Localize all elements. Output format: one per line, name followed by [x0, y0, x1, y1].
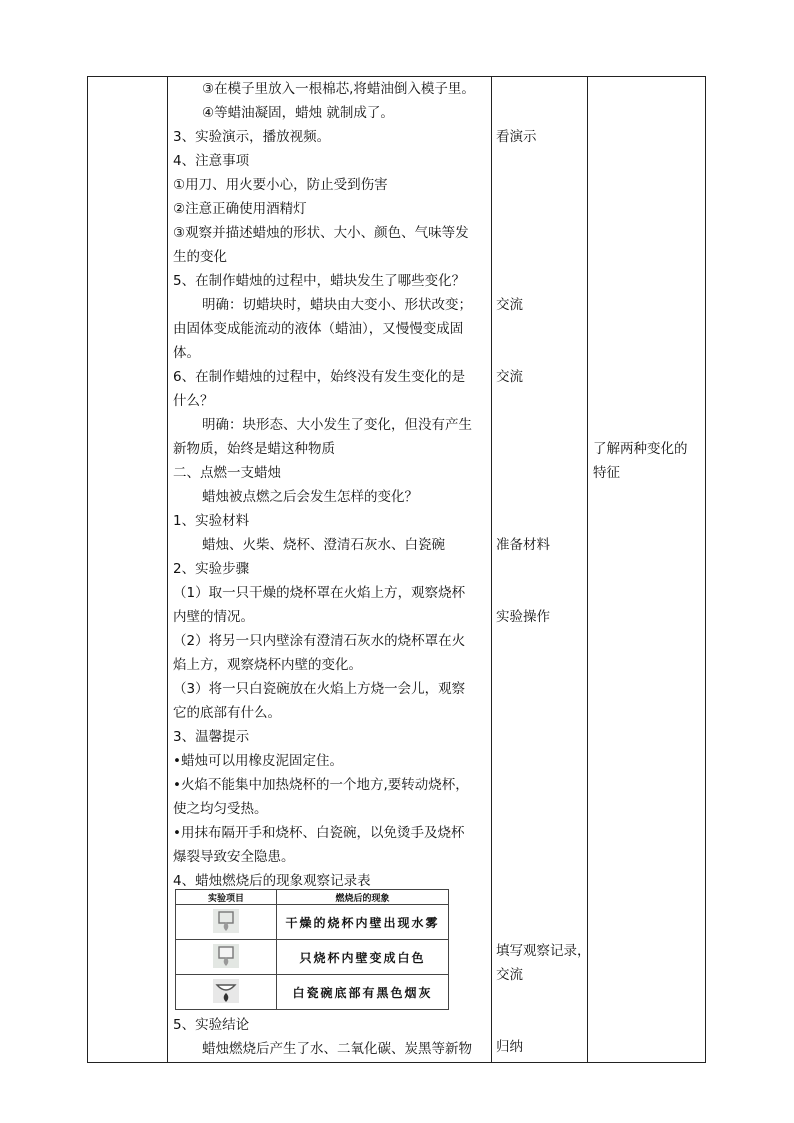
porcelain-bowl-over-flame-icon — [211, 977, 241, 1005]
content-line: 蜡烛、火柴、烧杯、澄清石灰水、白瓷碗 — [202, 537, 445, 553]
content-line: 内壁的情况。 — [173, 609, 254, 625]
content-line: 4、注意事项 — [173, 153, 250, 169]
content-line: 蜡烛被点燃之后会发生怎样的变化？ — [202, 489, 418, 505]
content-line: ③在模子里放入一根棉芯,将蜡油倒入模子里。 — [202, 81, 475, 97]
content-line: 5、在制作蜡烛的过程中，蜡块发生了哪些变化？ — [173, 273, 466, 289]
content-line: 由固体变成能流动的液体（蜡油），又慢慢变成固 — [173, 321, 464, 337]
student-activity: 实验操作 — [496, 609, 550, 625]
content-line: 2、实验步骤 — [173, 561, 250, 577]
content-line: 它的底部有什么。 — [173, 705, 281, 721]
table-header: 燃烧后的现象 — [277, 890, 449, 905]
limewater-beaker-over-flame-icon — [211, 942, 241, 970]
content-line: ②注意正确使用酒精灯 — [173, 201, 307, 217]
content-line: 体。 — [173, 345, 200, 361]
content-line: 什么？ — [173, 393, 214, 409]
observation-record-table — [175, 889, 449, 1010]
student-activity: 交流 — [496, 369, 523, 385]
content-line: 焰上方，观察烧杯内壁的变化。 — [173, 657, 362, 673]
content-line: 3、实验演示，播放视频。 — [173, 129, 331, 145]
student-activity: 填写观察记录， — [496, 943, 591, 959]
content-line: •蜡烛可以用橡皮泥固定住。 — [173, 753, 343, 769]
content-line: 明确：块形态、大小发生了变化，但没有产生 — [202, 417, 472, 433]
column-divider — [587, 77, 588, 1062]
column-divider — [491, 77, 492, 1062]
content-line: 6、在制作蜡烛的过程中，始终没有发生变化的是 — [173, 369, 466, 385]
lesson-plan-table — [87, 76, 706, 1063]
student-activity: 准备材料 — [496, 537, 550, 553]
content-line: 爆裂导致安全隐患。 — [173, 849, 295, 865]
table-header: 实验项目 — [176, 890, 277, 905]
design-purpose: 特征 — [593, 465, 620, 481]
content-line: ④等蜡油凝固，蜡烛 就制成了。 — [202, 105, 394, 121]
table-row — [176, 975, 449, 1010]
student-activity: 看演示 — [496, 129, 537, 145]
content-line: （1）取一只干燥的烧杯罩在火焰上方，观察烧杯 — [173, 585, 466, 601]
content-line: 新物质，始终是蜡这种物质 — [173, 441, 335, 457]
content-line: 明确：切蜡块时，蜡块由大变小、形状改变； — [202, 297, 472, 313]
content-line: （3）将一只白瓷碗放在火焰上方烧一会儿，观察 — [173, 681, 466, 697]
content-line: ③观察并描述蜡烛的形状、大小、颜色、气味等发 — [173, 225, 469, 241]
teaching-content-column — [167, 77, 491, 1062]
content-line: （2）将另一只内壁涂有澄清石灰水的烧杯罩在火 — [173, 633, 466, 649]
student-activity: 交流 — [496, 967, 523, 983]
student-activity: 交流 — [496, 297, 523, 313]
content-line: 生的变化 — [173, 249, 227, 265]
design-purpose: 了解两种变化的 — [593, 441, 688, 457]
content-line: 蜡烛燃烧后产生了水、二氧化碳、炭黑等新物 — [202, 1041, 472, 1057]
content-line: ①用刀、用火要小心，防止受到伤害 — [173, 177, 388, 193]
table-row — [176, 940, 449, 975]
observation-result: 干燥的烧杯内壁出现水雾 — [277, 905, 449, 940]
student-activity: 归纳 — [496, 1039, 523, 1055]
content-line: •用抹布隔开手和烧杯、白瓷碗，以免烫手及烧杯 — [173, 825, 465, 841]
content-line: 4、蜡烛燃烧后的现象观察记录表 — [173, 873, 371, 889]
dry-beaker-over-flame-icon — [211, 907, 241, 935]
content-line: •火焰不能集中加热烧杯的一个地方,要转动烧杯， — [173, 777, 469, 793]
section-heading: 二、点燃一支蜡烛 — [173, 465, 281, 481]
content-line: 5、实验结论 — [173, 1017, 250, 1033]
observation-result: 白瓷碗底部有黑色烟灰 — [277, 975, 449, 1010]
content-line: 3、温馨提示 — [173, 729, 250, 745]
content-line: 1、实验材料 — [173, 513, 250, 529]
table-row — [176, 905, 449, 940]
content-line: 使之均匀受热。 — [173, 801, 268, 817]
observation-result: 只烧杯内壁变成白色 — [277, 940, 449, 975]
